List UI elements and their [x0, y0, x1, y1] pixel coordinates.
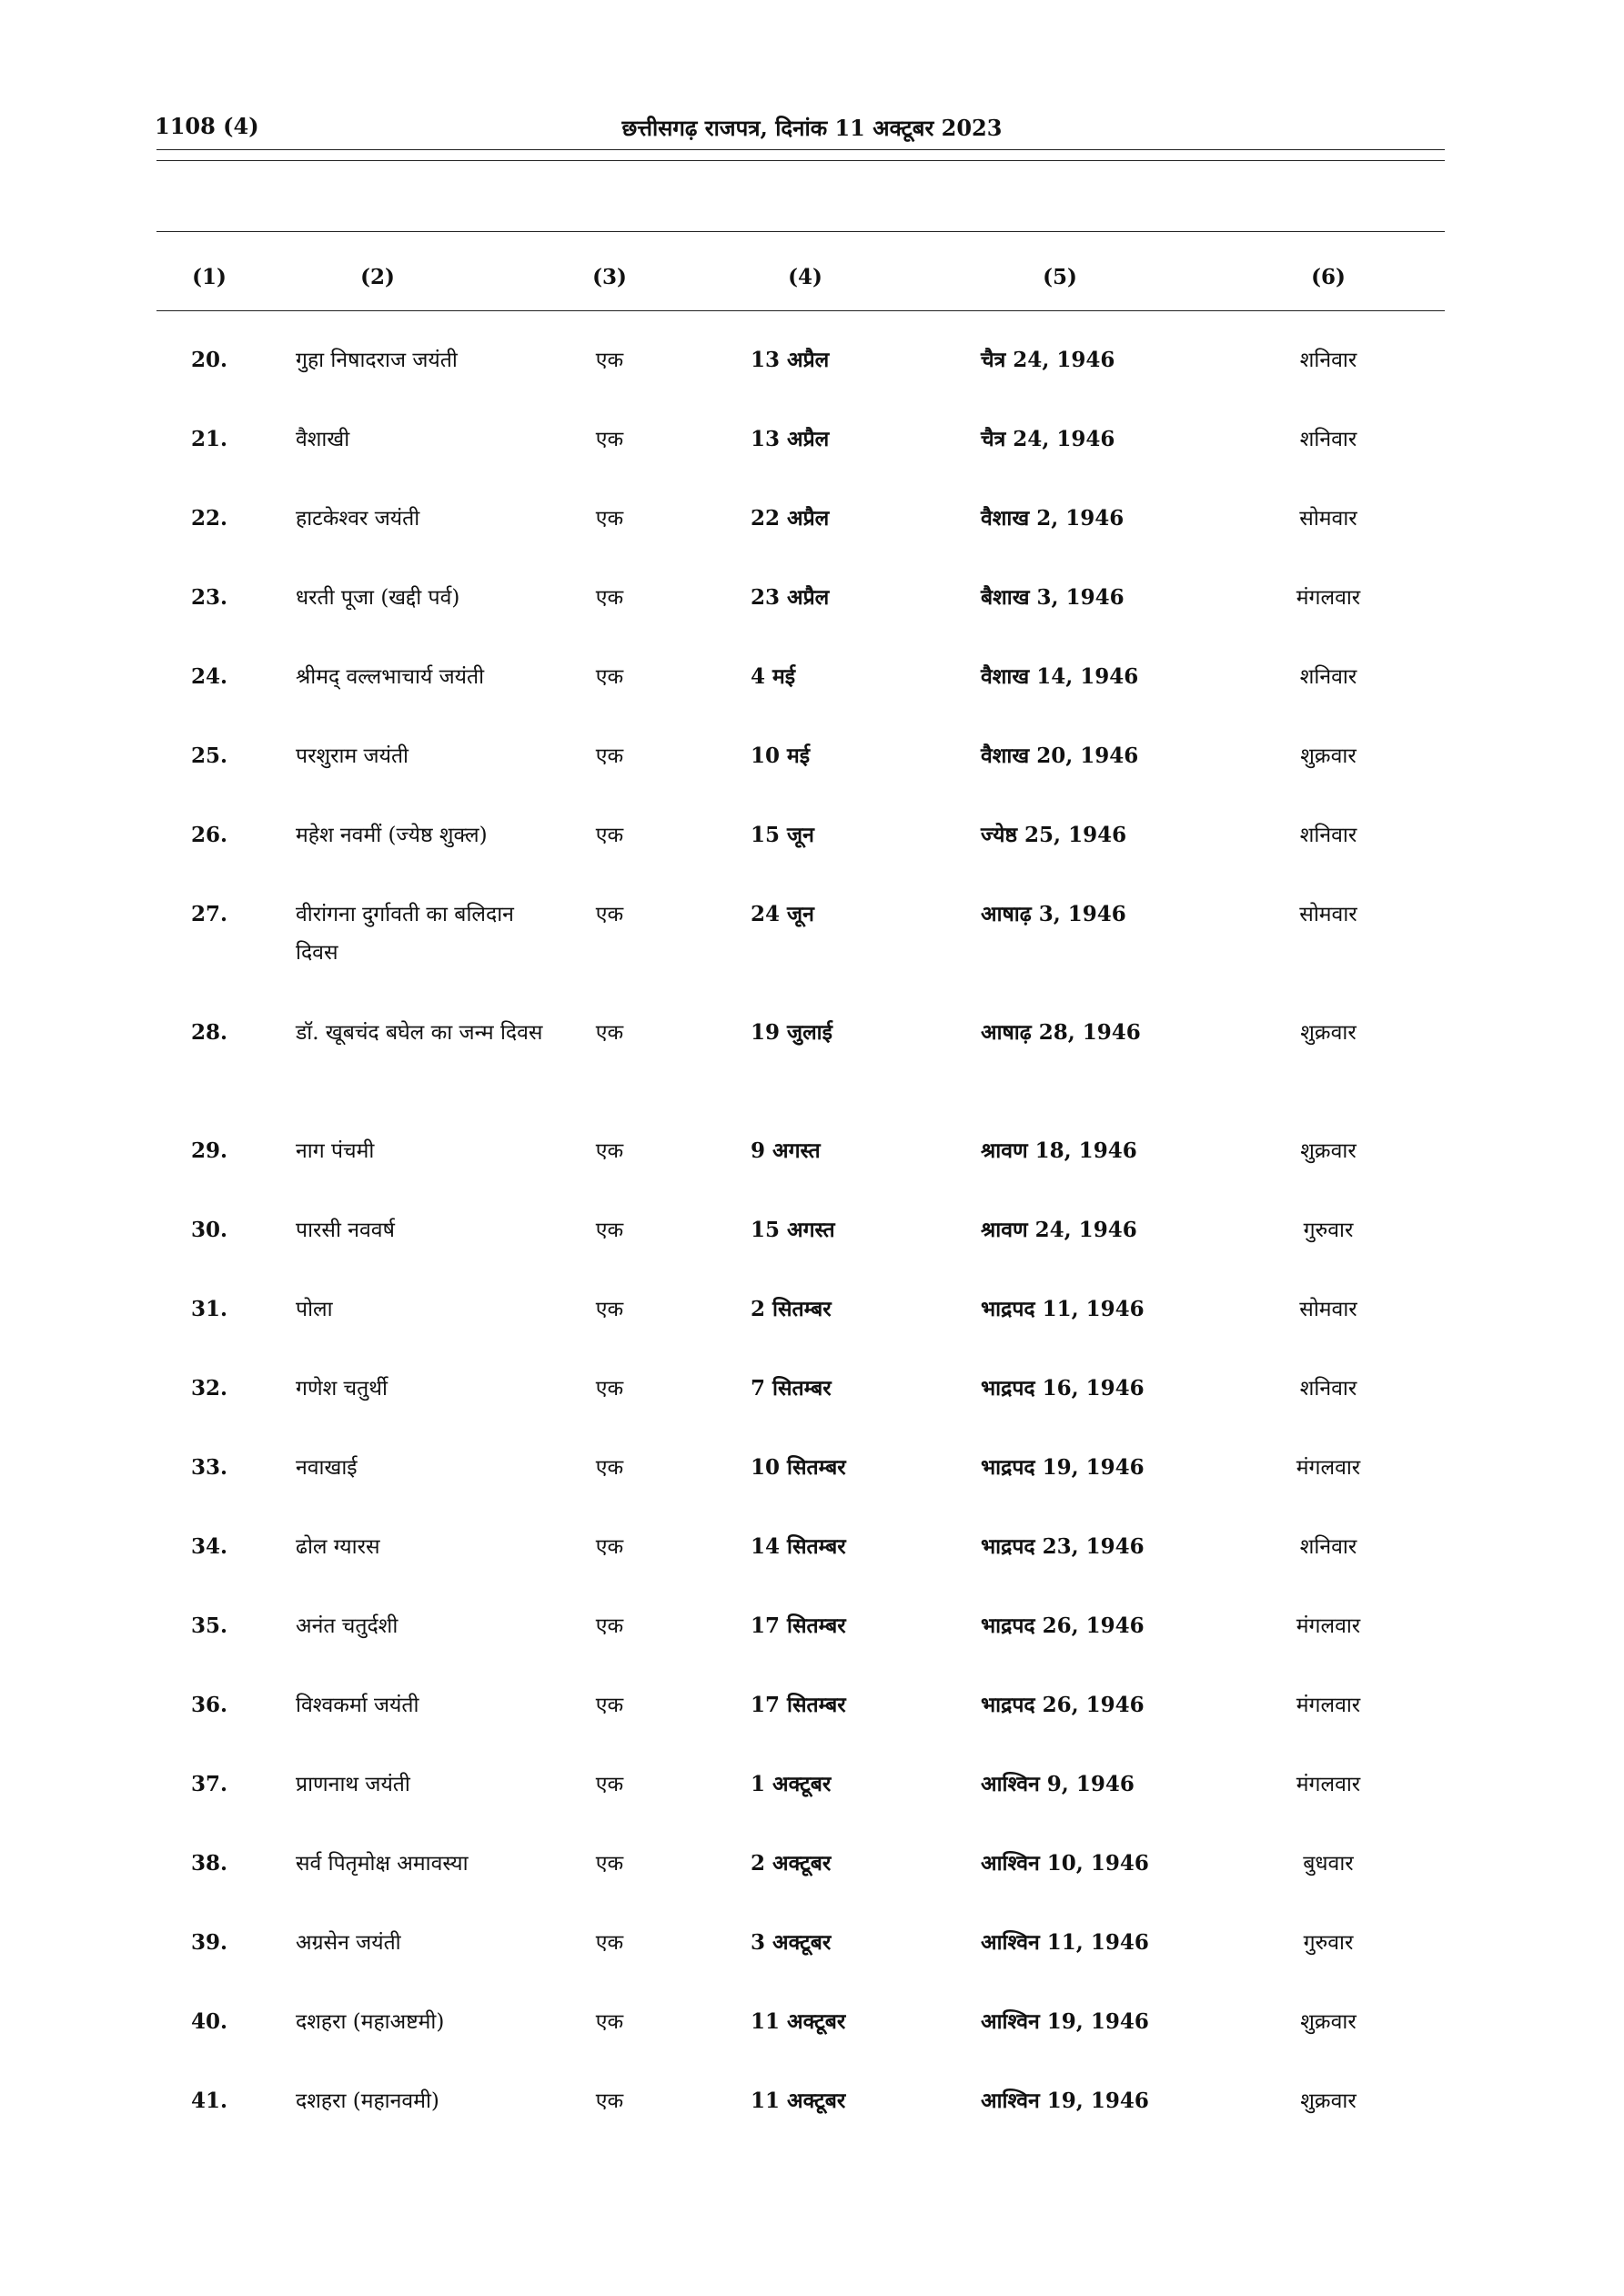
saka-date: आश्विन 9, 1946 [981, 1772, 1135, 1796]
table-row [0, 1765, 1624, 1845]
serial-number: 32. [190, 1376, 227, 1401]
holiday-table-body [0, 341, 1624, 2161]
weekday: शनिवार [1299, 349, 1357, 372]
saka-date: भाद्रपद 16, 1946 [981, 1376, 1145, 1401]
weekday: शनिवार [1299, 824, 1357, 847]
holiday-name: गणेश चतुर्थी [296, 1377, 388, 1401]
weekday: सोमवार [1299, 1298, 1357, 1321]
holiday-name: ढोल ग्यारस [296, 1535, 380, 1559]
table-row [0, 579, 1624, 658]
gregorian-date: 7 सितम्बर [751, 1376, 832, 1401]
saka-date: बैशाख 3, 1946 [981, 585, 1125, 610]
serial-number: 21. [190, 427, 227, 451]
table-row [0, 1014, 1624, 1132]
weekday: शुक्रवार [1300, 1139, 1357, 1163]
saka-date: आषाढ़ 28, 1946 [981, 1020, 1141, 1045]
holiday-name: दशहरा (महानवमी) [296, 2089, 439, 2113]
gregorian-date: 3 अक्टूबर [751, 1930, 832, 1955]
gregorian-date: 15 अगस्त [751, 1218, 835, 1242]
column-header-4: (4) [788, 265, 822, 289]
holiday-name: हाटकेश्वर जयंती [296, 507, 420, 531]
holiday-name: अग्रसेन जयंती [296, 1931, 401, 1955]
holiday-name: पारसी नववर्ष [296, 1219, 395, 1242]
saka-date: भाद्रपद 11, 1946 [981, 1297, 1145, 1321]
serial-number: 24. [190, 664, 227, 689]
number-of-days: एक [595, 665, 624, 689]
serial-number: 33. [190, 1455, 227, 1480]
column-header-6: (6) [1311, 265, 1346, 289]
table-row [0, 1845, 1624, 1924]
gregorian-date: 11 अक्टूबर [751, 2009, 846, 2034]
table-row [0, 816, 1624, 895]
table-row [0, 1607, 1624, 1686]
weekday: शुक्रवार [1300, 2089, 1357, 2113]
number-of-days: एक [595, 1377, 624, 1401]
weekday: गुरुवार [1303, 1931, 1354, 1955]
table-row [0, 2003, 1624, 2082]
number-of-days: एक [595, 1456, 624, 1480]
saka-date: श्रावण 18, 1946 [981, 1138, 1137, 1163]
gregorian-date: 13 अप्रैल [751, 427, 830, 451]
holiday-name: परशुराम जयंती [296, 744, 409, 768]
saka-date: वैशाख 14, 1946 [981, 664, 1139, 689]
saka-date: भाद्रपद 26, 1946 [981, 1693, 1145, 1717]
saka-date: आषाढ़ 3, 1946 [981, 902, 1126, 926]
serial-number: 20. [190, 348, 227, 372]
table-row [0, 341, 1624, 420]
saka-date: आश्विन 19, 1946 [981, 2009, 1149, 2034]
weekday: शनिवार [1299, 665, 1357, 689]
number-of-days: एक [595, 1219, 624, 1242]
number-of-days: एक [595, 903, 624, 926]
column-header-1: (1) [192, 265, 227, 289]
number-of-days: एक [595, 428, 624, 451]
gregorian-date: 13 अप्रैल [751, 348, 830, 372]
number-of-days: एक [595, 744, 624, 768]
number-of-days: एक [595, 824, 624, 847]
gregorian-date: 15 जून [751, 823, 814, 847]
weekday: मंगलवार [1296, 1773, 1361, 1796]
number-of-days: एक [595, 1931, 624, 1955]
holiday-name: धरती पूजा (खद्दी पर्व) [296, 586, 460, 610]
gregorian-date: 2 सितम्बर [751, 1297, 832, 1321]
serial-number: 34. [190, 1534, 227, 1559]
column-header-5: (5) [1043, 265, 1077, 289]
serial-number: 31. [190, 1297, 227, 1321]
gregorian-date: 14 सितम्बर [751, 1534, 846, 1559]
gregorian-date: 2 अक्टूबर [751, 1851, 832, 1876]
weekday: शनिवार [1299, 1377, 1357, 1401]
holiday-name: डॉ. खूबचंद बघेल का जन्म दिवस [296, 1021, 543, 1045]
number-of-days: एक [595, 1021, 624, 1045]
serial-number: 23. [190, 585, 227, 610]
number-of-days: एक [595, 507, 624, 531]
weekday: मंगलवार [1296, 1694, 1361, 1717]
saka-date: चैत्र 24, 1946 [981, 427, 1115, 451]
gregorian-date: 10 मई [751, 743, 811, 768]
serial-number: 38. [190, 1851, 227, 1876]
gregorian-date: 1 अक्टूबर [751, 1772, 832, 1796]
gregorian-date: 9 अगस्त [751, 1138, 821, 1163]
table-header-rule [156, 310, 1445, 311]
holiday-name: नवाखाई [296, 1456, 358, 1480]
gregorian-date: 4 मई [751, 664, 796, 689]
gregorian-date: 17 सितम्बर [751, 1693, 846, 1717]
number-of-days: एक [595, 586, 624, 610]
serial-number: 41. [190, 2089, 227, 2113]
table-row [0, 2082, 1624, 2161]
saka-date: श्रावण 24, 1946 [981, 1218, 1137, 1242]
saka-date: आश्विन 19, 1946 [981, 2089, 1149, 2113]
serial-number: 29. [190, 1138, 227, 1163]
holiday-name: दशहरा (महाअष्टमी) [296, 2010, 445, 2034]
table-row [0, 1211, 1624, 1290]
serial-number: 25. [190, 743, 227, 768]
number-of-days: एक [595, 349, 624, 372]
number-of-days: एक [595, 1852, 624, 1876]
serial-number: 37. [190, 1772, 227, 1796]
gregorian-date: 22 अप्रैल [751, 506, 830, 531]
serial-number: 22. [190, 506, 227, 531]
gregorian-date: 11 अक्टूबर [751, 2089, 846, 2113]
holiday-name: वीरांगना दुर्गावती का बलिदान दिवस [296, 903, 514, 965]
serial-number: 35. [190, 1613, 227, 1638]
table-row [0, 1528, 1624, 1607]
table-row [0, 1686, 1624, 1765]
weekday: सोमवार [1299, 507, 1357, 531]
holiday-name: सर्व पितृमोक्ष अमावस्या [296, 1852, 469, 1876]
weekday: शनिवार [1299, 1535, 1357, 1559]
gazette-title: छत्तीसगढ़ राजपत्र, दिनांक 11 अक्टूबर 2023 [621, 115, 1003, 141]
number-of-days: एक [595, 1614, 624, 1638]
table-row [0, 1290, 1624, 1370]
weekday: मंगलवार [1296, 1614, 1361, 1638]
number-of-days: एक [595, 2089, 624, 2113]
gregorian-date: 17 सितम्बर [751, 1613, 846, 1638]
number-of-days: एक [595, 1139, 624, 1163]
saka-date: आश्विन 11, 1946 [981, 1930, 1149, 1955]
saka-date: भाद्रपद 26, 1946 [981, 1613, 1145, 1638]
table-row [0, 1924, 1624, 2003]
holiday-name: श्रीमद् वल्लभाचार्य जयंती [296, 665, 485, 689]
holiday-name: प्राणनाथ जयंती [296, 1773, 410, 1796]
header-rule-bottom [156, 160, 1445, 161]
table-row [0, 1370, 1624, 1449]
weekday: बुधवार [1303, 1852, 1354, 1876]
saka-date: वैशाख 20, 1946 [981, 743, 1139, 768]
table-rule-top [156, 231, 1445, 232]
serial-number: 30. [190, 1218, 227, 1242]
saka-date: भाद्रपद 19, 1946 [981, 1455, 1145, 1480]
saka-date: भाद्रपद 23, 1946 [981, 1534, 1145, 1559]
table-row [0, 500, 1624, 579]
table-row [0, 658, 1624, 737]
gregorian-date: 19 जुलाई [751, 1020, 832, 1045]
number-of-days: एक [595, 2010, 624, 2034]
page-number: 1108 (4) [155, 113, 259, 139]
holiday-name: विश्वकर्मा जयंती [296, 1694, 419, 1717]
weekday: मंगलवार [1296, 586, 1361, 610]
column-header-2: (2) [360, 265, 395, 289]
weekday: गुरुवार [1303, 1219, 1354, 1242]
saka-date: वैशाख 2, 1946 [981, 506, 1125, 531]
column-header-3: (3) [592, 265, 627, 289]
serial-number: 36. [190, 1693, 227, 1717]
gregorian-date: 23 अप्रैल [751, 585, 830, 610]
holiday-name: पोला [296, 1298, 333, 1321]
weekday: शुक्रवार [1300, 1021, 1357, 1045]
weekday: शनिवार [1299, 428, 1357, 451]
saka-date: आश्विन 10, 1946 [981, 1851, 1149, 1876]
table-row [0, 420, 1624, 500]
table-row [0, 1132, 1624, 1211]
weekday: सोमवार [1299, 903, 1357, 926]
number-of-days: एक [595, 1298, 624, 1321]
holiday-name: महेश नवमीं (ज्येष्ठ शुक्ल) [296, 824, 488, 847]
gregorian-date: 10 सितम्बर [751, 1455, 846, 1480]
header-rule-top [156, 149, 1445, 150]
holiday-name: अनंत चतुर्दशी [296, 1614, 398, 1638]
saka-date: चैत्र 24, 1946 [981, 348, 1115, 372]
serial-number: 27. [190, 902, 227, 926]
number-of-days: एक [595, 1694, 624, 1717]
holiday-name: नाग पंचमी [296, 1139, 375, 1163]
serial-number: 40. [190, 2009, 227, 2034]
number-of-days: एक [595, 1773, 624, 1796]
weekday: मंगलवार [1296, 1456, 1361, 1480]
saka-date: ज्येष्ठ 25, 1946 [981, 823, 1127, 847]
table-header [0, 264, 1624, 291]
serial-number: 26. [190, 823, 227, 847]
weekday: शुक्रवार [1300, 2010, 1357, 2034]
table-row [0, 737, 1624, 816]
serial-number: 28. [190, 1020, 227, 1045]
holiday-name: वैशाखी [296, 428, 350, 451]
serial-number: 39. [190, 1930, 227, 1955]
number-of-days: एक [595, 1535, 624, 1559]
gregorian-date: 24 जून [751, 902, 814, 926]
table-row [0, 895, 1624, 1014]
table-row [0, 1449, 1624, 1528]
holiday-name: गुहा निषादराज जयंती [296, 349, 458, 372]
weekday: शुक्रवार [1300, 744, 1357, 768]
